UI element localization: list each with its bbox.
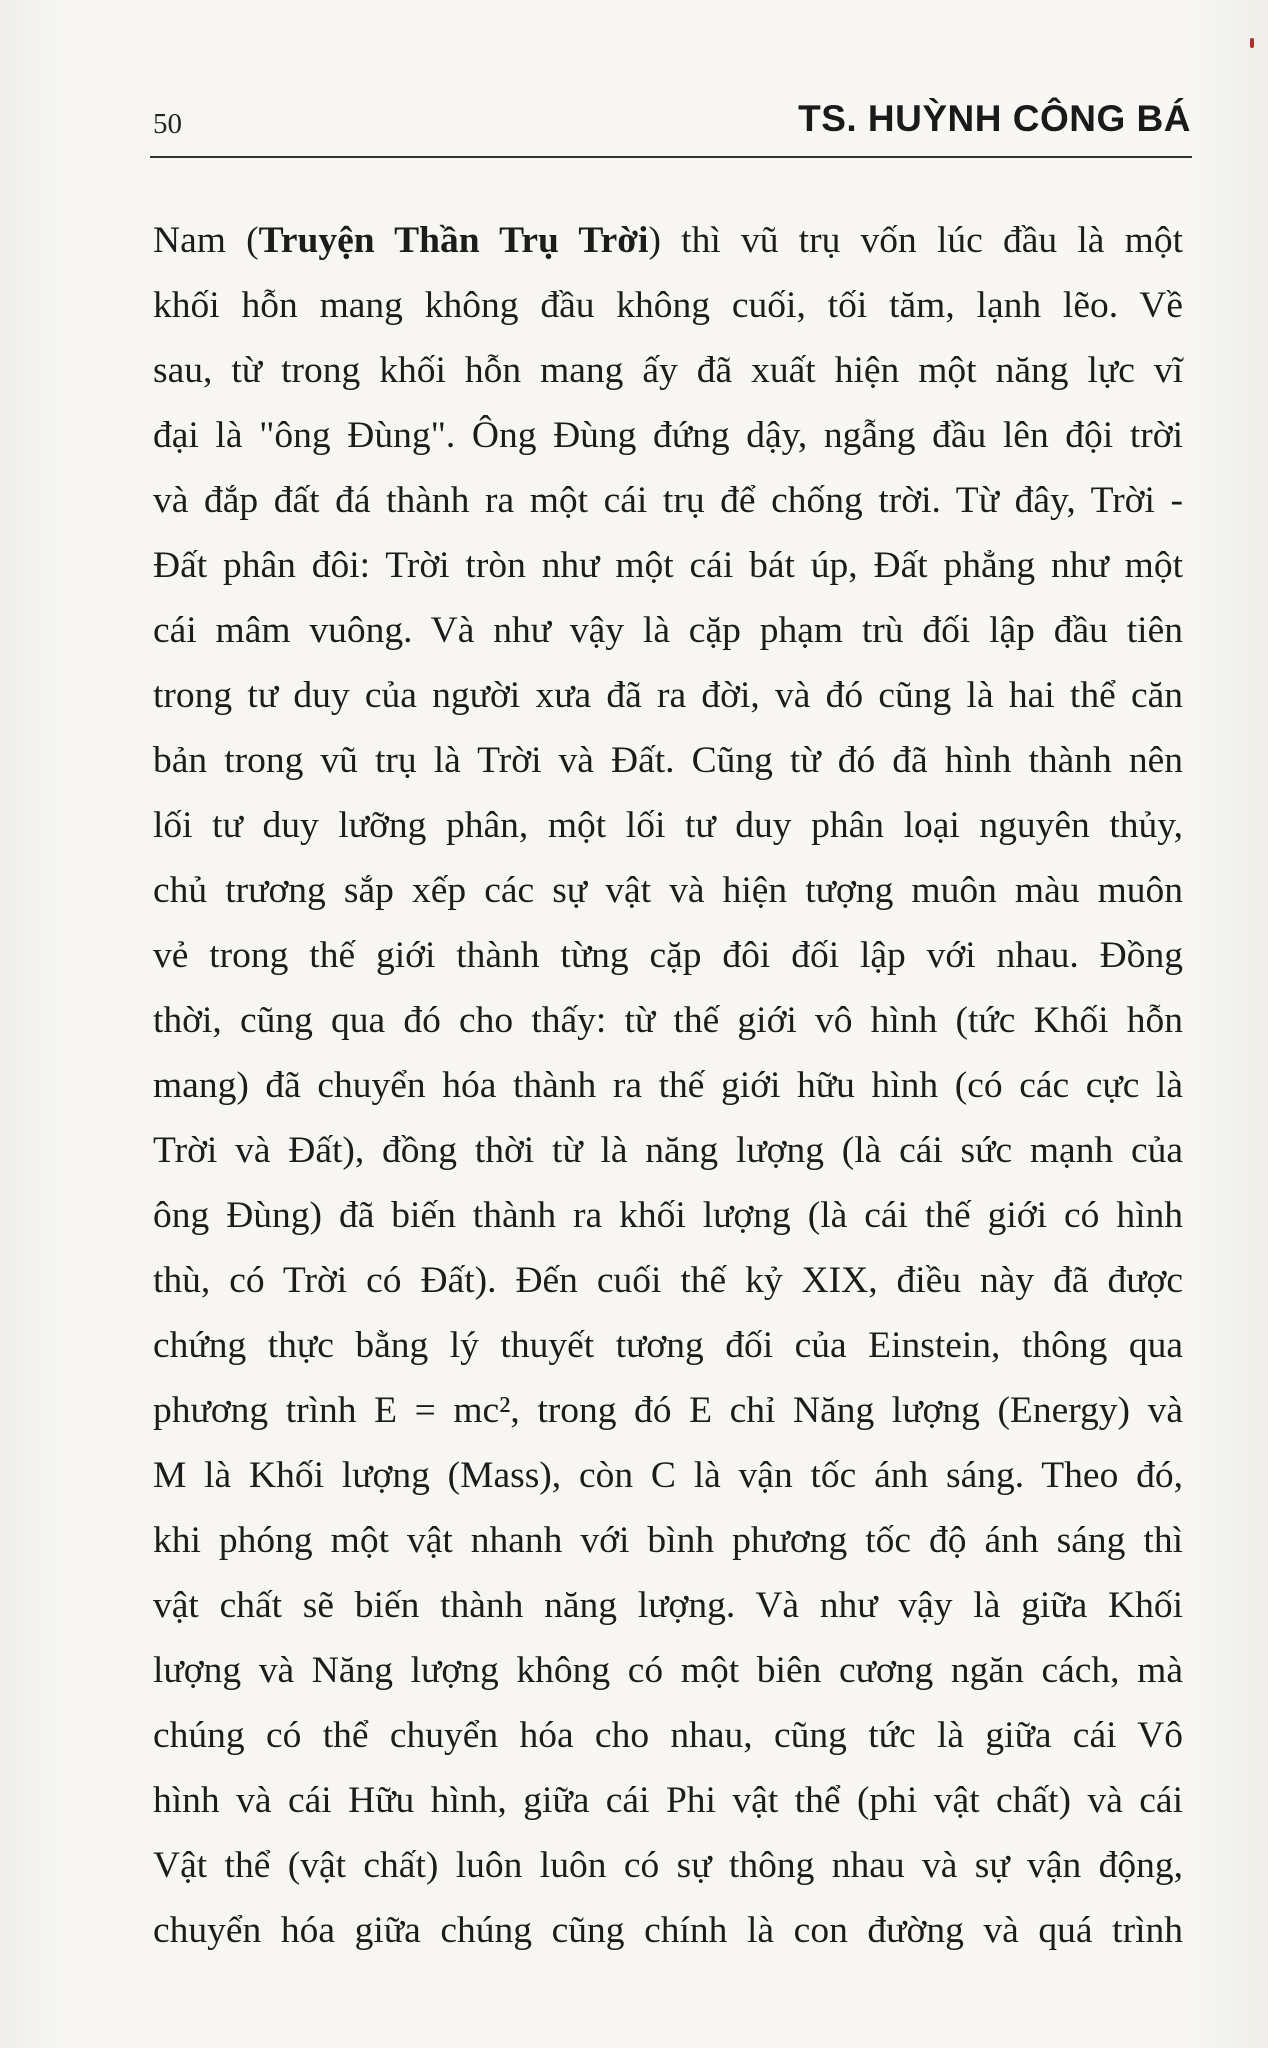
text-line: hình và cái Hữu hình, giữa cái Phi vật thể (phi vật chất) và cái <box>153 1780 1183 1821</box>
text-line: khối hỗn mang không đầu không cuối, tối tăm, lạnh lẽo. Về <box>153 285 1183 326</box>
page-header <box>153 98 1191 150</box>
text-segment: Nam ( <box>153 220 259 261</box>
text-line: vật chất sẽ biến thành năng lượng. Và như vậy là giữa Khối <box>153 1585 1183 1626</box>
text-segment: ) thì vũ trụ vốn lúc đầu là một <box>648 220 1183 261</box>
text-line: chúng có thể chuyển hóa cho nhau, cũng tức là giữa cái Vô <box>153 1715 1183 1756</box>
text-line: cái mâm vuông. Và như vậy là cặp phạm trù đối lập đầu tiên <box>153 610 1183 651</box>
text-line: bản trong vũ trụ là Trời và Đất. Cũng từ đó đã hình thành nên <box>153 740 1183 781</box>
text-line: sau, từ trong khối hỗn mang ấy đã xuất hiện một năng lực vĩ <box>153 350 1183 391</box>
text-line: Vật thể (vật chất) luôn luôn có sự thông nhau và sự vận động, <box>153 1845 1183 1886</box>
page-number: 50 <box>153 108 182 140</box>
text-line: M là Khối lượng (Mass), còn C là vận tốc ánh sáng. Theo đó, <box>153 1455 1183 1496</box>
text-line: chuyển hóa giữa chúng cũng chính là con đường và quá trình <box>153 1910 1183 1951</box>
text-line: trong tư duy của người xưa đã ra đời, và đó cũng là hai thể căn <box>153 675 1183 716</box>
text-line: thời, cũng qua đó cho thấy: từ thế giới vô hình (tức Khối hỗn <box>153 1000 1183 1041</box>
page-edge-mark <box>1250 38 1254 48</box>
bold-title: Truyện Thần Trụ Trời <box>258 220 649 261</box>
text-line: phương trình E = mc², trong đó E chỉ Năng lượng (Energy) và <box>153 1390 1183 1431</box>
text-line: Đất phân đôi: Trời tròn như một cái bát úp, Đất phẳng như một <box>153 545 1183 586</box>
text-line: chứng thực bằng lý thuyết tương đối của Einstein, thông qua <box>153 1325 1183 1366</box>
text-line-1 <box>153 208 1183 273</box>
text-line: ông Đùng) đã biến thành ra khối lượng (là cái thế giới có hình <box>153 1195 1183 1236</box>
text-line: và đắp đất đá thành ra một cái trụ để chống trời. Từ đây, Trời - <box>153 480 1183 521</box>
text-line: Trời và Đất), đồng thời từ là năng lượng (là cái sức mạnh của <box>153 1130 1183 1171</box>
text-line: lối tư duy lưỡng phân, một lối tư duy phân loại nguyên thủy, <box>153 805 1183 846</box>
text-line: đại là "ông Đùng". Ông Đùng đứng dậy, ngẫng đầu lên đội trời <box>153 415 1183 456</box>
header-rule <box>150 156 1192 158</box>
running-title-author: TS. HUỲNH CÔNG BÁ <box>798 98 1191 139</box>
text-line: thù, có Trời có Đất). Đến cuối thế kỷ XIX, điều này đã được <box>153 1260 1183 1301</box>
text-line: khi phóng một vật nhanh với bình phương tốc độ ánh sáng thì <box>153 1520 1183 1561</box>
text-line: lượng và Năng lượng không có một biên cương ngăn cách, mà <box>153 1650 1183 1691</box>
text-line: chủ trương sắp xếp các sự vật và hiện tượng muôn màu muôn <box>153 870 1183 911</box>
text-line: vẻ trong thế giới thành từng cặp đôi đối lập với nhau. Đồng <box>153 935 1183 976</box>
text-line: mang) đã chuyển hóa thành ra thế giới hữu hình (có các cực là <box>153 1065 1183 1106</box>
body-text <box>153 208 1183 1963</box>
